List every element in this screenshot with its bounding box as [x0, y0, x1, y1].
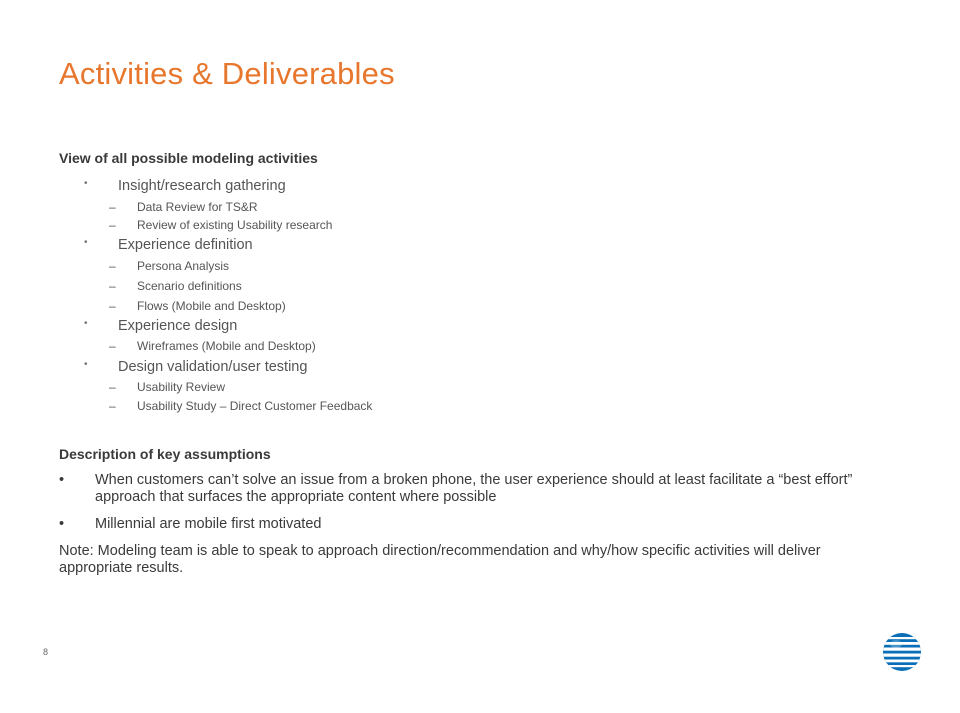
activity-item-label: Data Review for TS&R [137, 200, 258, 214]
bullet-icon: • [84, 237, 88, 248]
page-title: Activities & Deliverables [59, 56, 395, 91]
activity-group-label: Experience definition [118, 237, 253, 253]
section-heading-activities: View of all possible modeling activities [59, 150, 318, 166]
activity-item-label: Scenario definitions [137, 279, 242, 293]
dash-icon: – [109, 279, 116, 293]
page-number: 8 [43, 647, 49, 657]
dash-icon: – [109, 259, 116, 273]
activity-item-label: Flows (Mobile and Desktop) [137, 299, 286, 313]
section-heading-assumptions: Description of key assumptions [59, 446, 271, 462]
dash-icon: – [109, 299, 116, 313]
bullet-icon: • [59, 516, 65, 532]
bullet-icon: • [84, 359, 88, 370]
activity-item-label: Usability Study – Direct Customer Feedback [137, 399, 373, 413]
activity-item [59, 399, 899, 417]
activity-item [59, 299, 899, 317]
activity-item [59, 279, 899, 297]
dash-icon: – [109, 339, 116, 353]
activity-group-label: Insight/research gathering [118, 178, 286, 194]
assumption-text: When customers can’t solve an issue from a broken phone, the user experience should at least facilitate a “best effort” approach that surfaces the appropriate content where possible [95, 472, 853, 505]
assumption-text: Millennial are mobile first motivated [95, 516, 322, 532]
activity-item [59, 339, 899, 357]
bullet-icon: • [59, 472, 65, 488]
dash-icon: – [109, 399, 116, 413]
dash-icon: – [109, 380, 116, 394]
assumption-item [59, 472, 899, 508]
activity-group [59, 178, 899, 198]
assumption-item [59, 516, 899, 534]
activity-item [59, 380, 899, 398]
activity-item [59, 200, 899, 218]
bullet-icon: • [84, 318, 88, 329]
activity-item [59, 218, 899, 236]
activity-item-label: Review of existing Usability research [137, 218, 333, 232]
activity-group [59, 359, 899, 379]
activity-item-label: Usability Review [137, 380, 226, 394]
activity-group-label: Experience design [118, 318, 238, 334]
activity-group [59, 318, 899, 338]
activity-group [59, 237, 899, 257]
activity-item [59, 259, 899, 277]
dash-icon: – [109, 200, 116, 214]
activity-item-label: Wireframes (Mobile and Desktop) [137, 339, 316, 353]
bullet-icon: • [84, 178, 88, 189]
globe-logo-icon [882, 632, 922, 672]
activity-group-label: Design validation/user testing [118, 359, 308, 375]
dash-icon: – [109, 218, 116, 232]
note-text: Note: Modeling team is able to speak to approach direction/recommendation and why/how specific activities will deliver appropriate results. [59, 543, 821, 576]
activity-item-label: Persona Analysis [137, 259, 230, 273]
